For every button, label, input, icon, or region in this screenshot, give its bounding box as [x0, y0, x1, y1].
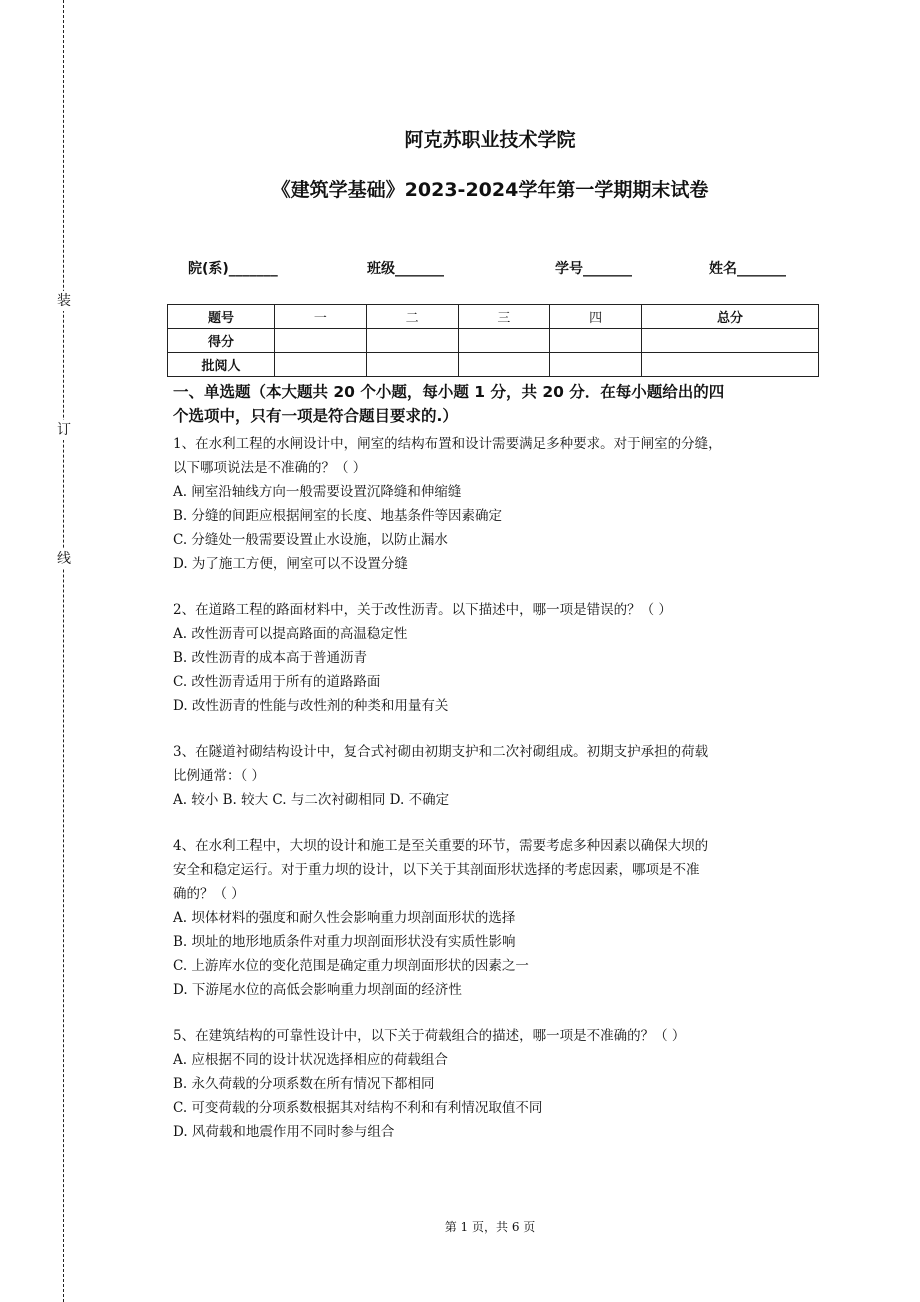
question-option: D. 下游尾水位的高低会影响重力坝剖面的经济性	[173, 982, 462, 998]
question-option: A. 较小 B. 较大 C. 与二次衬砌相同 D. 不确定	[173, 792, 450, 808]
question-stem: 以下哪项说法是不准确的？（ ）	[173, 460, 367, 476]
question-stem: 3、在隧道衬砌结构设计中，复合式衬砌由初期支护和二次衬砌组成。初期支护承担的荷载	[173, 744, 709, 760]
name-field: 姓名_______	[709, 261, 786, 277]
exam-title: 《建筑学基础》2023-2024学年第一学期期末试卷	[271, 179, 709, 201]
page-footer: 第 1 页，共 6 页	[444, 1220, 536, 1234]
question-1	[173, 432, 823, 576]
department-field: 院(系)_______	[188, 261, 278, 277]
reviewer-cell	[275, 353, 367, 377]
question-stem: 比例通常：（ ）	[173, 768, 266, 784]
question-option: A. 改性沥青可以提高路面的高温稳定性	[173, 626, 408, 642]
score-row	[168, 329, 819, 353]
score-cell	[550, 329, 642, 353]
score-cell	[366, 329, 458, 353]
question-option: C. 分缝处一般需要设置止水设施，以防止漏水	[173, 532, 448, 548]
section-heading-line2: 个选项中，只有一项是符合题目要求的.）	[173, 407, 458, 425]
reviewer-cell	[550, 353, 642, 377]
question-stem: 4、在水利工程中，大坝的设计和施工是至关重要的环节，需要考虑多种因素以确保大坝的	[173, 838, 709, 854]
question-option: C. 改性沥青适用于所有的道路路面	[173, 674, 381, 690]
reviewer-cell	[366, 353, 458, 377]
question-5	[173, 1024, 823, 1144]
question-stem: 安全和稳定运行。对于重力坝的设计，以下关于其剖面形状选择的考虑因素，哪项是不准	[173, 862, 700, 878]
score-header-cell: 题号	[168, 305, 275, 329]
question-option: B. 改性沥青的成本高于普通沥青	[173, 650, 368, 666]
question-option: C. 上游库水位的变化范围是确定重力坝剖面形状的因素之一	[173, 958, 529, 974]
reviewer-row	[168, 353, 819, 377]
question-option: C. 可变荷载的分项系数根据其对结构不利和有利情况取值不同	[173, 1100, 543, 1116]
student-id-field: 学号_______	[555, 261, 632, 277]
score-table-header-row	[168, 305, 819, 329]
score-header-cell: 三	[458, 305, 550, 329]
reviewer-row-label: 批阅人	[168, 353, 275, 377]
score-row-label: 得分	[168, 329, 275, 353]
section-heading-line1: 一、单选题（本大题共 20 个小题，每小题 1 分，共 20 分．在每小题给出的四	[173, 383, 725, 401]
binding-char-zhuang: 装	[57, 293, 71, 309]
question-stem: 5、在建筑结构的可靠性设计中，以下关于荷载组合的描述，哪一项是不准确的？（ ）	[173, 1028, 686, 1044]
binding-char-xian: 线	[57, 551, 71, 567]
class-field: 班级_______	[367, 261, 444, 277]
question-option: B. 分缝的间距应根据闸室的长度、地基条件等因素确定	[173, 508, 503, 524]
question-option: D. 为了施工方便，闸室可以不设置分缝	[173, 556, 408, 572]
score-header-cell: 四	[550, 305, 642, 329]
score-table	[167, 304, 819, 377]
question-option: D. 风荷载和地震作用不同时参与组合	[173, 1124, 395, 1140]
reviewer-cell	[642, 353, 819, 377]
score-cell	[275, 329, 367, 353]
question-2	[173, 598, 823, 718]
question-stem: 确的？（ ）	[173, 886, 245, 902]
reviewer-cell	[458, 353, 550, 377]
score-header-cell: 总分	[642, 305, 819, 329]
score-header-cell: 二	[366, 305, 458, 329]
question-option: A. 闸室沿轴线方向一般需要设置沉降缝和伸缩缝	[173, 484, 462, 500]
question-option: B. 永久荷载的分项系数在所有情况下都相同	[173, 1076, 435, 1092]
question-option: B. 坝址的地形地质条件对重力坝剖面形状没有实质性影响	[173, 934, 516, 950]
question-option: D. 改性沥青的性能与改性剂的种类和用量有关	[173, 698, 449, 714]
school-name: 阿克苏职业技术学院	[404, 129, 576, 151]
binding-char-ding: 订	[57, 422, 71, 438]
question-stem: 2、在道路工程的路面材料中，关于改性沥青。以下描述中，哪一项是错误的？（ ）	[173, 602, 672, 618]
score-header-cell: 一	[275, 305, 367, 329]
score-cell	[458, 329, 550, 353]
question-option: A. 坝体材料的强度和耐久性会影响重力坝剖面形状的选择	[173, 910, 516, 926]
exam-content	[173, 380, 823, 1144]
question-stem: 1、在水利工程的水闸设计中，闸室的结构布置和设计需要满足多种要求。对于闸室的分缝，	[173, 436, 722, 452]
question-option: A. 应根据不同的设计状况选择相应的荷载组合	[173, 1052, 448, 1068]
score-cell	[642, 329, 819, 353]
question-4	[173, 834, 823, 1002]
question-3	[173, 740, 823, 812]
